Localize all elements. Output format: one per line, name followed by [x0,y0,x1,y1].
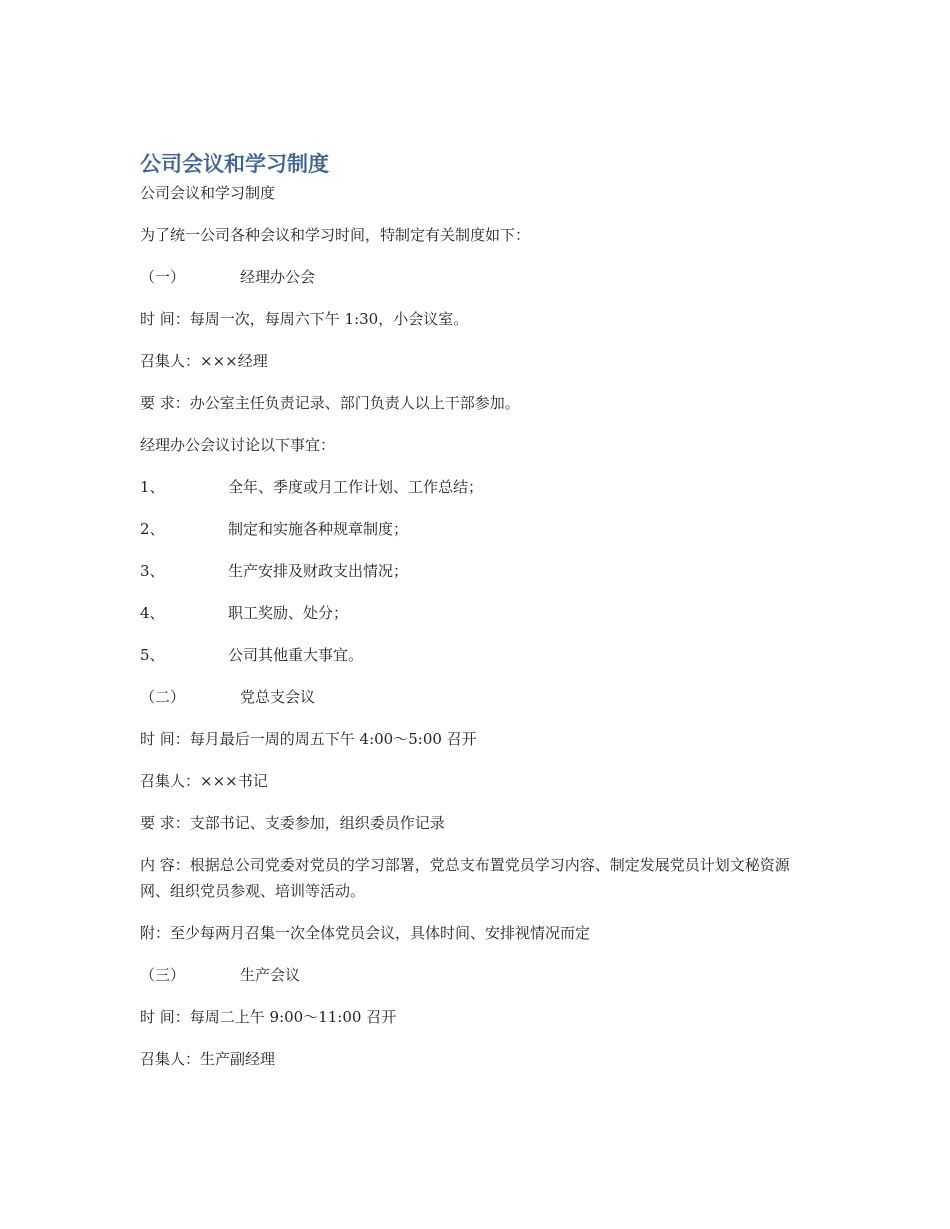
section-heading-2 [140,684,810,710]
section-number: （一） [140,268,186,286]
section-heading-1 [140,264,810,290]
section-heading-text: 经理办公会 [240,268,316,286]
section1-discussion-intro: 经理办公会议讨论以下事宜： [140,436,336,454]
section-number: （三） [140,966,186,984]
section2-note: 附：至少每两月召集一次全体党员会议，具体时间、安排视情况而定 [140,924,591,942]
document-page [140,148,810,1088]
section2-requirement: 要 求：支部书记、支委参加，组织委员作记录 [140,814,445,832]
list-item-text: 公司其他重大事宜。 [228,646,364,664]
list-item [140,642,810,668]
section2-convener: 召集人：×××书记 [140,772,268,790]
section2-content: 内 容：根据总公司党委对党员的学习部署，党总支布置党员学习内容、制定发展党员计划文秘资源网、组织党员参观、培训等活动。 [140,856,790,900]
list-item-number: 1、 [140,478,165,496]
document-title: 公司会议和学习制度 [140,152,329,176]
list-item-number: 2、 [140,520,165,538]
section1-requirement: 要 求：办公室主任负责记录、部门负责人以上干部参加。 [140,394,520,412]
list-item [140,516,810,542]
intro-paragraph: 为了统一公司各种会议和学习时间，特制定有关制度如下： [140,226,531,244]
section3-convener: 召集人：生产副经理 [140,1050,276,1068]
section-number: （二） [140,688,186,706]
section-heading-3 [140,962,810,988]
document-subtitle: 公司会议和学习制度 [140,184,276,202]
list-item [140,474,810,500]
section3-time: 时 间：每周二上午 9:00～11:00 召开 [140,1008,397,1026]
list-item-text: 职工奖励、处分； [228,604,349,622]
list-item [140,558,810,584]
list-item-number: 4、 [140,604,165,622]
list-item [140,600,810,626]
section1-time: 时 间：每周一次，每周六下午 1:30，小会议室。 [140,310,469,328]
list-item-number: 3、 [140,562,165,580]
list-item-text: 制定和实施各种规章制度； [228,520,409,538]
section-heading-text: 生产会议 [240,966,301,984]
section-heading-text: 党总支会议 [240,688,316,706]
list-item-text: 全年、季度或月工作计划、工作总结； [228,478,484,496]
section2-time: 时 间：每月最后一周的周五下午 4:00～5:00 召开 [140,730,477,748]
list-item-text: 生产安排及财政支出情况； [228,562,409,580]
list-item-number: 5、 [140,646,165,664]
section1-convener: 召集人：×××经理 [140,352,268,370]
